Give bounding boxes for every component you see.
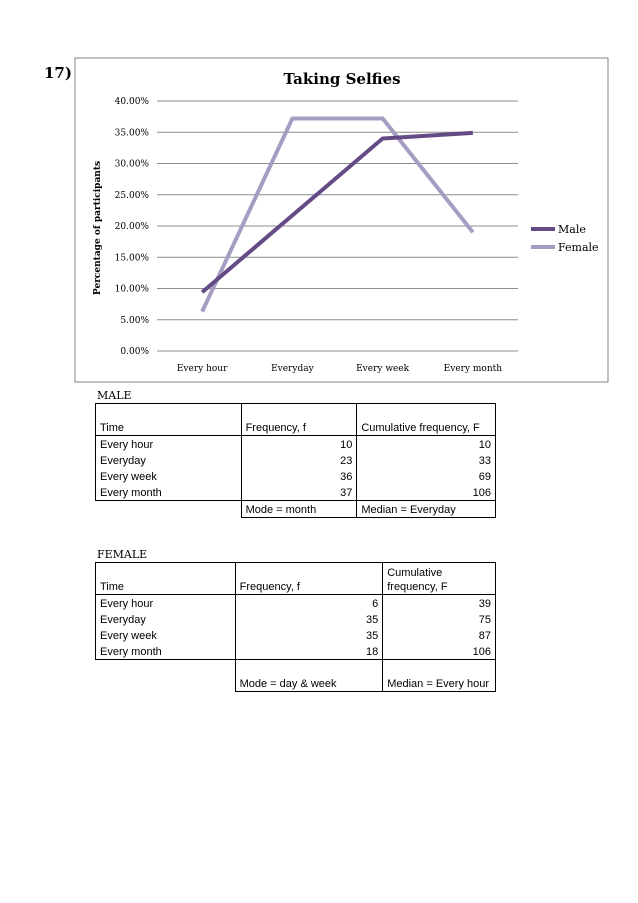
table-row [96, 436, 496, 453]
female-row-cumulative: 106 [383, 643, 496, 660]
table-row [96, 611, 496, 627]
y-tick-label: 5.00% [120, 315, 149, 326]
female-summary-row [96, 660, 496, 692]
y-tick-label: 10.00% [114, 284, 149, 295]
female-header-row [96, 563, 496, 595]
male-row-time: Everyday [96, 452, 242, 468]
male-row-frequency: 36 [241, 468, 357, 484]
y-tick-label: 0.00% [120, 347, 149, 357]
female-median: Median = Every hour [383, 660, 496, 692]
female-row-frequency: 6 [235, 595, 383, 612]
x-tick-label: Every month [443, 364, 503, 374]
table-row [96, 468, 496, 484]
male-row-frequency: 37 [241, 484, 357, 501]
x-tick-label: Every hour [176, 364, 228, 374]
question-number: 17) [44, 64, 72, 82]
male-row-time: Every month [96, 484, 242, 501]
table-row [96, 595, 496, 612]
male-mode: Mode = month [241, 501, 357, 518]
y-tick-label: 30.00% [114, 159, 149, 170]
x-tick-label: Every week [356, 364, 410, 374]
female-header-cumulative: Cumulative frequency, F [383, 563, 496, 595]
legend-label: Female [558, 241, 599, 254]
chart-title: Taking Selfies [283, 70, 401, 88]
male-row-time: Every week [96, 468, 242, 484]
male-header-row [96, 404, 496, 436]
y-tick-labels [115, 97, 150, 357]
male-header-frequency: Frequency, f [241, 404, 357, 436]
table-row [96, 643, 496, 660]
female-section-label: FEMALE [97, 548, 148, 561]
y-axis-label: Percentage of participants [93, 160, 103, 296]
table-row [96, 452, 496, 468]
male-row-frequency: 23 [241, 452, 357, 468]
female-row-time: Everyday [96, 611, 236, 627]
female-row-cumulative: 75 [383, 611, 496, 627]
male-row-cumulative: 106 [357, 484, 496, 501]
male-row-cumulative: 69 [357, 468, 496, 484]
male-header-time: Time [96, 404, 242, 436]
male-frequency-table [95, 403, 496, 518]
female-row-cumulative: 87 [383, 627, 496, 643]
male-section-label: MALE [97, 389, 132, 402]
chart-frame [75, 58, 608, 382]
legend-label: Male [558, 223, 586, 236]
female-row-time: Every hour [96, 595, 236, 612]
y-tick-label: 15.00% [114, 253, 149, 264]
table-row [96, 484, 496, 501]
female-header-frequency: Frequency, f [235, 563, 383, 595]
table-row [96, 627, 496, 643]
male-summary-row [96, 501, 496, 518]
male-median: Median = Everyday [357, 501, 496, 518]
female-mode: Mode = day & week [235, 660, 383, 692]
male-row-cumulative: 10 [357, 436, 496, 453]
male-row-frequency: 10 [241, 436, 357, 453]
female-row-frequency: 18 [235, 643, 383, 660]
male-row-cumulative: 33 [357, 452, 496, 468]
female-row-time: Every week [96, 627, 236, 643]
female-row-frequency: 35 [235, 627, 383, 643]
y-tick-label: 20.00% [114, 222, 149, 232]
y-tick-label: 25.00% [114, 190, 149, 201]
male-header-cumulative: Cumulative frequency, F [357, 404, 496, 436]
x-tick-label: Everyday [271, 364, 314, 374]
male-row-time: Every hour [96, 436, 242, 453]
y-tick-label: 35.00% [114, 128, 149, 139]
female-row-time: Every month [96, 643, 236, 660]
y-tick-label: 40.00% [114, 97, 149, 107]
selfies-line-chart [0, 0, 638, 400]
female-frequency-table [95, 562, 496, 692]
female-header-time: Time [96, 563, 236, 595]
female-row-frequency: 35 [235, 611, 383, 627]
female-row-cumulative: 39 [383, 595, 496, 612]
